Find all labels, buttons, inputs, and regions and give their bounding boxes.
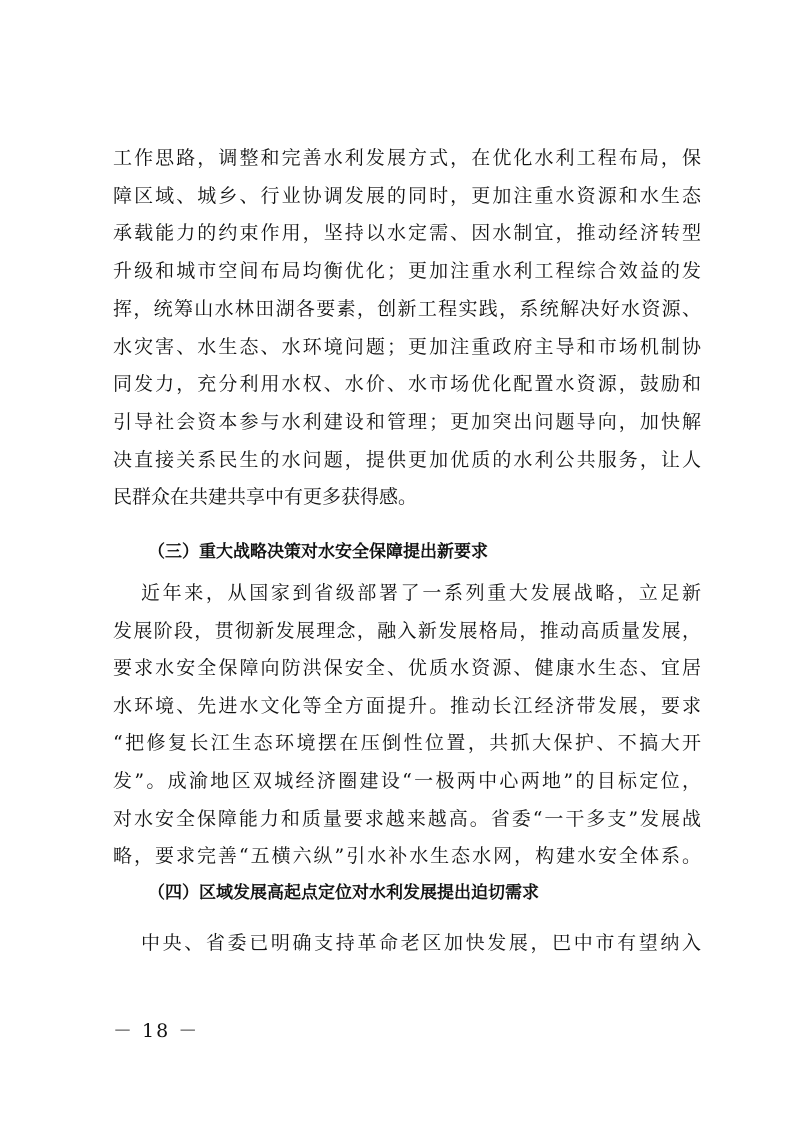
text-line: 障区域、城乡、行业协调发展的同时，更加注重水资源和水生态: [113, 184, 701, 207]
text-line: “把修复长江生态环境摆在压倒性位置，共抓大保护、不搞大开: [113, 732, 701, 755]
text-line: 工作思路，调整和完善水利发展方式，在优化水利工程布局，保: [113, 147, 701, 169]
text-line: 引导社会资本参与水利建设和管理；更加突出问题导向，加快解: [113, 410, 701, 433]
page-number: － 18 －: [113, 1020, 200, 1042]
text-line: 民群众在共建共享中有更多获得感。: [113, 486, 418, 509]
text-line: 承载能力的约束作用，坚持以水定需、因水制宜，推动经济转型: [113, 222, 701, 245]
text-line: 同发力，充分利用水权、水价、水市场优化配置水资源，鼓励和: [113, 373, 701, 396]
text-line: 要求水安全保障向防洪保安全、优质水资源、健康水生态、宜居: [113, 657, 701, 680]
section-heading-3: （三）重大战略决策对水安全保障提出新要求: [148, 542, 488, 562]
text-line: 决直接关系民生的水问题，提供更加优质的水利公共服务，让人: [113, 448, 701, 471]
text-line: 近年来，从国家到省级部署了一系列重大发展战略，立足新: [141, 582, 701, 604]
text-line: 发展阶段，贯彻新发展理念，融入新发展格局，推动高质量发展，: [113, 619, 701, 642]
text-line: 水环境、先进水文化等全方面提升。推动长江经济带发展，要求: [113, 694, 701, 717]
text-line: 水灾害、水生态、水环境问题；更加注重政府主导和市场机制协: [113, 335, 701, 358]
text-line: 发”。成渝地区双城经济圈建设“一极两中心两地”的目标定位，: [113, 770, 701, 792]
text-line: 挥，统筹山水林田湖各要素，创新工程实践，系统解决好水资源、: [113, 297, 701, 320]
text-line: 略，要求完善“五横六纵”引水补水生态水网，构建水安全体系。: [113, 845, 701, 868]
text-line: 对水安全保障能力和质量要求越来越高。省委“一干多支”发展战: [113, 807, 701, 830]
text-line: 中央、省委已明确支持革命老区加快发展，巴中市有望纳入: [141, 932, 701, 954]
section-heading-4: （四）区域发展高起点定位对水利发展提出迫切需求: [148, 883, 539, 903]
text-line: 升级和城市空间布局均衡优化；更加注重水利工程综合效益的发: [113, 260, 701, 283]
